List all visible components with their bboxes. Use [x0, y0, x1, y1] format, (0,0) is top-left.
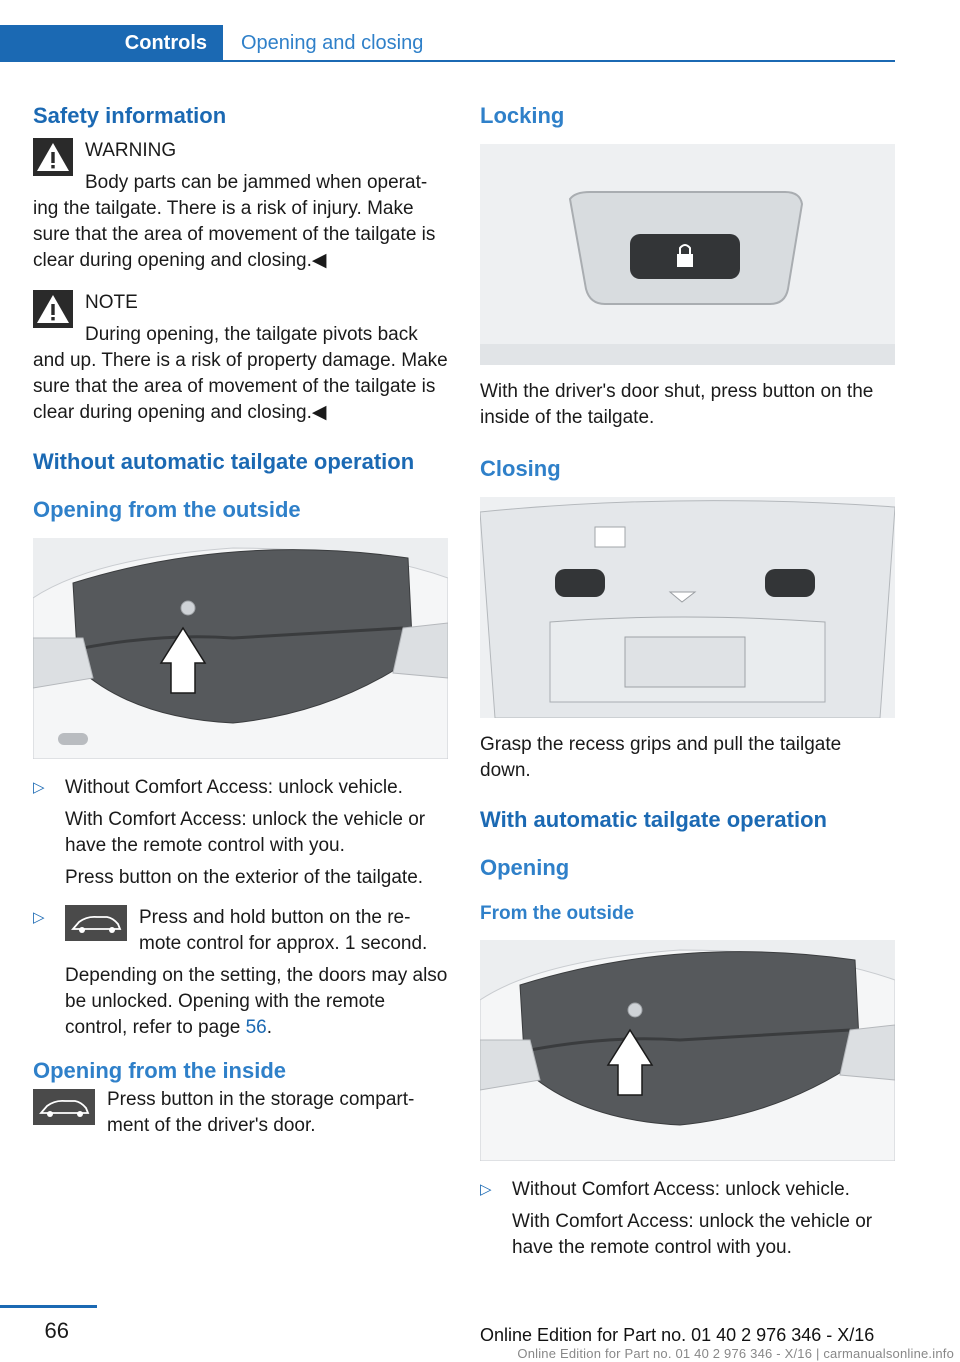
opening-inside-heading: Opening from the inside	[33, 1058, 287, 1083]
warning-triangle-icon	[33, 138, 73, 176]
header-rule	[223, 60, 895, 62]
bullet-triangle-icon: ▷	[33, 909, 45, 926]
list-item	[33, 905, 448, 1041]
tailgate-exterior-image	[33, 538, 448, 759]
right-bullet1-line2: With Comfort Access: unlock the vehicle or have the remote control with you.	[512, 1211, 873, 1258]
warning-block	[33, 138, 448, 274]
warning-text: ing the tailgate. There is a risk of injury. Make sure that the area of movement of the tailgate is clear during opening and closing.◀	[33, 198, 436, 271]
tailgate-exterior-image-2	[480, 940, 895, 1161]
remote-tailgate-icon	[65, 905, 127, 941]
bullet2-more-text: Depending on the setting, the doors may also be unlocked. Opening with the remote control, refer to page	[65, 965, 448, 1038]
header-subsection: Opening and closing	[241, 32, 424, 54]
warning-line1: Body parts can be jammed when operat‐	[85, 172, 428, 193]
left-column	[33, 100, 448, 1139]
locking-heading: Locking	[480, 103, 565, 128]
opening-outside-heading: Opening from the outside	[33, 497, 301, 522]
opening-heading: Opening	[480, 855, 570, 880]
bullet2-more	[65, 963, 448, 1041]
watermark: Online Edition for Part no. 01 40 2 976 346 - X/16 | carmanualsonline.info	[517, 1346, 954, 1361]
closing-heading: Closing	[480, 456, 561, 481]
note-line1: During opening, the tailgate pivots back	[85, 324, 418, 345]
list-item	[33, 775, 448, 891]
with-automatic-heading: With automatic tailgate operation	[480, 807, 827, 832]
bullet1-line2: With Comfort Access: unlock the vehicle or have the remote control with you.	[65, 809, 426, 856]
warning-label: WARNING	[85, 140, 177, 161]
inside-text: Press button in the storage compart‐ ment of the driver's door.	[107, 1089, 415, 1136]
door-tailgate-button-icon	[33, 1089, 95, 1125]
bullet-triangle-icon: ▷	[480, 1181, 492, 1198]
bullet2-text: Press and hold button on the re‐ mote control for approx. 1 second.	[139, 907, 428, 954]
without-automatic-heading: Without automatic tailgate operation	[33, 449, 415, 474]
inside-block	[33, 1087, 448, 1139]
page-number: 66	[44, 1318, 69, 1343]
bullet1-line3: Press button on the exterior of the tailgate.	[65, 867, 424, 888]
page-header	[0, 25, 895, 62]
note-label: NOTE	[85, 292, 138, 313]
locking-text: With the driver's door shut, press button on the inside of the tailgate.	[480, 381, 874, 428]
bullet1-line1: Without Comfort Access: unlock vehicle.	[65, 777, 403, 798]
note-text: and up. There is a risk of property damage. Make sure that the area of movement of the tailgate is clear during opening and closing.◀	[33, 350, 448, 423]
page-link[interactable]: 56	[245, 1017, 267, 1038]
note-block	[33, 290, 448, 426]
from-outside-heading: From the outside	[480, 903, 635, 924]
footer-rule	[0, 1305, 97, 1308]
bullet2-end: .	[266, 1017, 273, 1038]
safety-heading: Safety information	[33, 103, 227, 128]
edition-text: Online Edition for Part no. 01 40 2 976 346 - X/16	[480, 1325, 875, 1345]
list-item	[480, 1177, 895, 1261]
right-column	[480, 100, 895, 1261]
right-bullet1-line1: Without Comfort Access: unlock vehicle.	[512, 1179, 850, 1200]
bullet-triangle-icon: ▷	[33, 779, 45, 796]
closing-text: Grasp the recess grips and pull the tailgate down.	[480, 734, 842, 781]
header-section: Controls	[0, 25, 223, 62]
closing-grips-image	[480, 497, 895, 718]
locking-button-image	[480, 144, 895, 365]
note-triangle-icon	[33, 290, 73, 328]
